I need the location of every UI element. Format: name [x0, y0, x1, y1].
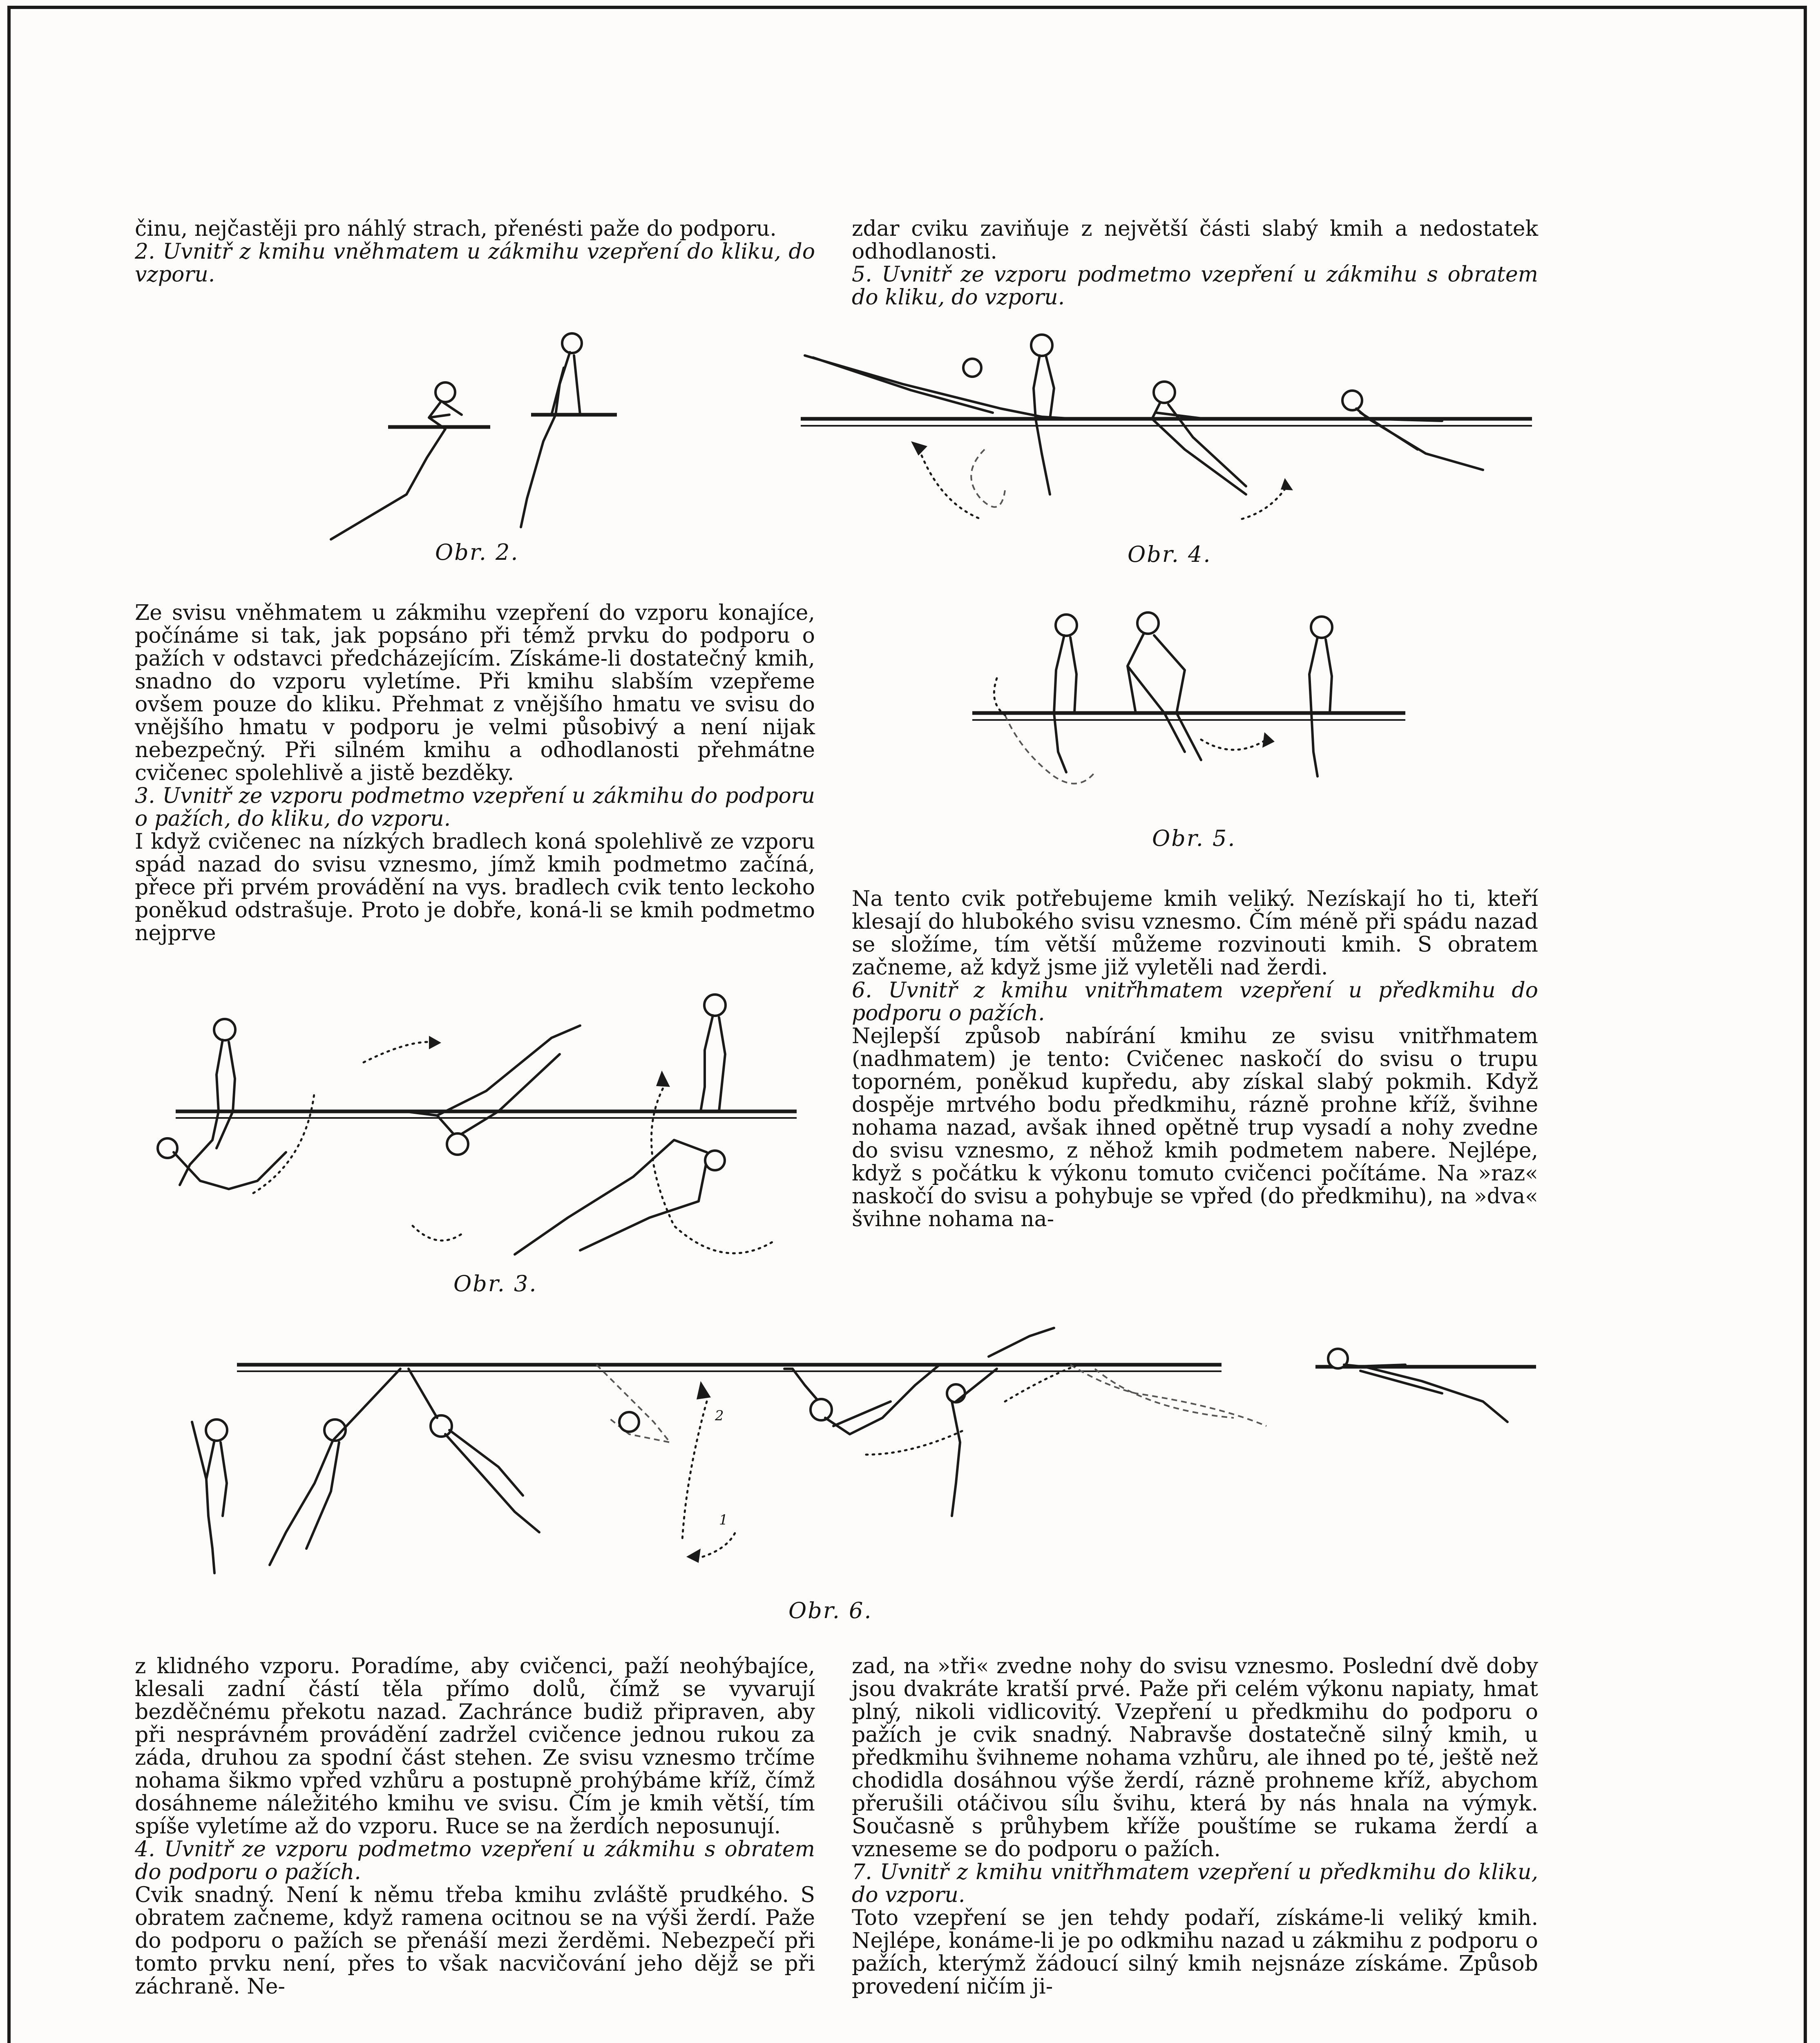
paragraph: I když cvičenec na nízkých bradlech koná spolehlivě ze vzporu spád nazad do svisu vznesmo, jímž kmih podmetmo začíná, přece při prvém provádění na vys. bradlech cvik tento leckoho poněkud odstrašuje. Proto je dobře, koná-li se kmih podmetmo nejprve [135, 829, 815, 946]
paragraph: Toto vzepření se jen tehdy podaří, získáme-li veliký kmih. Nejlépe, konáme-li je po odkmihu nazad u zákmihu z podporu o pažích, kterýmž žádoucí silný kmih nejsnáze získáme. Způsob provedení ničím ji- [852, 1906, 1538, 1999]
paragraph: činu, nejčastěji pro náhlý strach, přenésti paže do podporu. [135, 217, 777, 241]
paragraph: zad, na »tři« zvedne nohy do svisu vznesmo. Poslední dvě doby jsou dvakráte kratší prvé. Paže při celém výkonu napiaty, hmat plný, nikoli vidlicovitý. Vzepření u předkmihu do podporu o pažích je cvik snadný. Nabravše dostatečně silný kmih, u předkmihu švihneme nohama vzhůru, ale ihned po té, ještě než chodidla dosáhnou výše žerdí, rázně prohneme kříž, abychom přerušili otáčivou sílu švihu, která by nás hnala na výmyk. Současně s průhybem kříže pouštíme se rukama žerdí a vzneseme se do podporu o pažích. [852, 1654, 1538, 1862]
fig6-label-b: 1 [719, 1512, 728, 1528]
figure-3-drawing [151, 989, 813, 1299]
caption-fig3: Obr. 3. [453, 1271, 538, 1296]
col1-top-text [135, 217, 815, 286]
figure-4 [788, 315, 1556, 568]
col1-mid-text [135, 601, 815, 945]
paragraph: 6. Uvnitř z kmihu vnitřhmatem vzepření u předkmihu do podporu o pažích. [852, 978, 1538, 1026]
paragraph: Nejlepší způsob nabírání kmihu ze svisu vnitřhmatem (nadhmatem) je tento: Cvičenec naskočí do svisu o trupu toporném, poněkud kupředu, aby získal slabý pokmih. Když dospěje mrtvého bodu předkmihu, rázně prohne kříž, švihne nohama nazad, avšak ihned opětně trup vysadí a nohy zvedne do svisu vznesmo, z něhož kmih podmetem nabere. Nejlépe, když s počátku k výkonu tomuto cvičenci počítáme. Na »raz« naskočí do svisu a pohybuje se vpřed (do předkmihu), na »dva« švihne nohama na- [852, 1024, 1538, 1232]
paragraph: z klidného vzporu. Poradíme, aby cvičenci, paží neohýbajíce, klesali zadní částí těla přímo dolů, čímž se vyvarují bezděčnému překotu nazad. Zachránce budiž připraven, aby při nesprávném provádění zadržel cvičence jednou rukou za záda, druhou za spodní část stehen. Ze svisu vznesmo trčíme nohama šikmo vpřed vzhůru a postupně prohýbáme kříž, čímž dosáhneme náležitého kmihu ve svisu. Čím je kmih větší, tím spíše vyletíme až do vzporu. Ruce se na žerdích neposunují. [135, 1654, 815, 1839]
fig6-label-a: 2 [715, 1408, 724, 1424]
paragraph: Ze svisu vněhmatem u zákmihu vzepření do vzporu konajíce, počínáme si tak, jak popsáno při témž prvku do podporu o pažích v odstavci předcházejícím. Získáme-li dostatečný kmih, snadno do vzporu vyletíme. Při kmihu slabším vzepřeme ovšem pouze do kliku. Přehmat z vnějšího hmatu ve svisu do vnějšího hmatu v podporu je velmi působivý a není nijak nebezpečný. Při silném kmihu a odhodlanosti přehmátne cvičenec spolehlivě a jistě bezděky. [135, 601, 815, 785]
figure-6-drawing [155, 1320, 1556, 1630]
figure-5 [972, 605, 1405, 866]
paragraph: Cvik snadný. Není k němu třeba kmihu zvláště prudkého. S obratem začneme, když ramena ocitnou se na výši žerdí. Paže do podporu o pažích se přenáší mezi žerděmi. Nebezpečí při tomto prvku není, přes to však nacvičování jeho dějž se při záchraně. Ne- [135, 1883, 815, 1999]
caption-fig2: Obr. 2. [435, 539, 519, 565]
paragraph: 2. Uvnitř z kmihu vněhmatem u zákmihu vzepření do kliku, do vzporu. [135, 239, 815, 287]
col2-bot-text [852, 1655, 1538, 1998]
paragraph: Na tento cvik potřebujeme kmih veliký. Nezískají ho ti, kteří klesají do hlubokého svisu vznesmo. Čím méně při spádu nazad se složíme, tím větší můžeme rozvinouti kmih. S obratem začneme, až když jsme již vyletěli nad žerdi. [852, 887, 1538, 980]
figure-3 [151, 989, 813, 1299]
paragraph: 4. Uvnitř ze vzporu podmetmo vzepření u zákmihu s obratem do podporu o pažích. [135, 1837, 815, 1884]
figure-2-drawing [319, 311, 629, 548]
col1-bot-text [135, 1655, 815, 1998]
paragraph: 5. Uvnitř ze vzporu podmetmo vzepření u zákmihu s obratem do kliku, do vzporu. [852, 262, 1538, 310]
caption-fig4: Obr. 4. [1128, 541, 1212, 567]
figure-2 [319, 311, 629, 565]
caption-fig6: Obr. 6. [788, 1598, 873, 1623]
figure-4-drawing [788, 315, 1556, 568]
figure-6 [155, 1320, 1556, 1630]
col2-top-text [852, 217, 1538, 309]
col2-mid-text [852, 887, 1538, 1231]
paragraph: 3. Uvnitř ze vzporu podmetmo vzepření u zákmihu do podporu o pažích, do kliku, do vzporu. [135, 784, 815, 831]
caption-fig5: Obr. 5. [1152, 825, 1236, 851]
paragraph: zdar cviku zaviňuje z největší části slabý kmih a nedostatek odhodlanosti. [852, 217, 1538, 264]
paragraph: 7. Uvnitř z kmihu vnitřhmatem vzepření u předkmihu do kliku, do vzporu. [852, 1860, 1538, 1907]
